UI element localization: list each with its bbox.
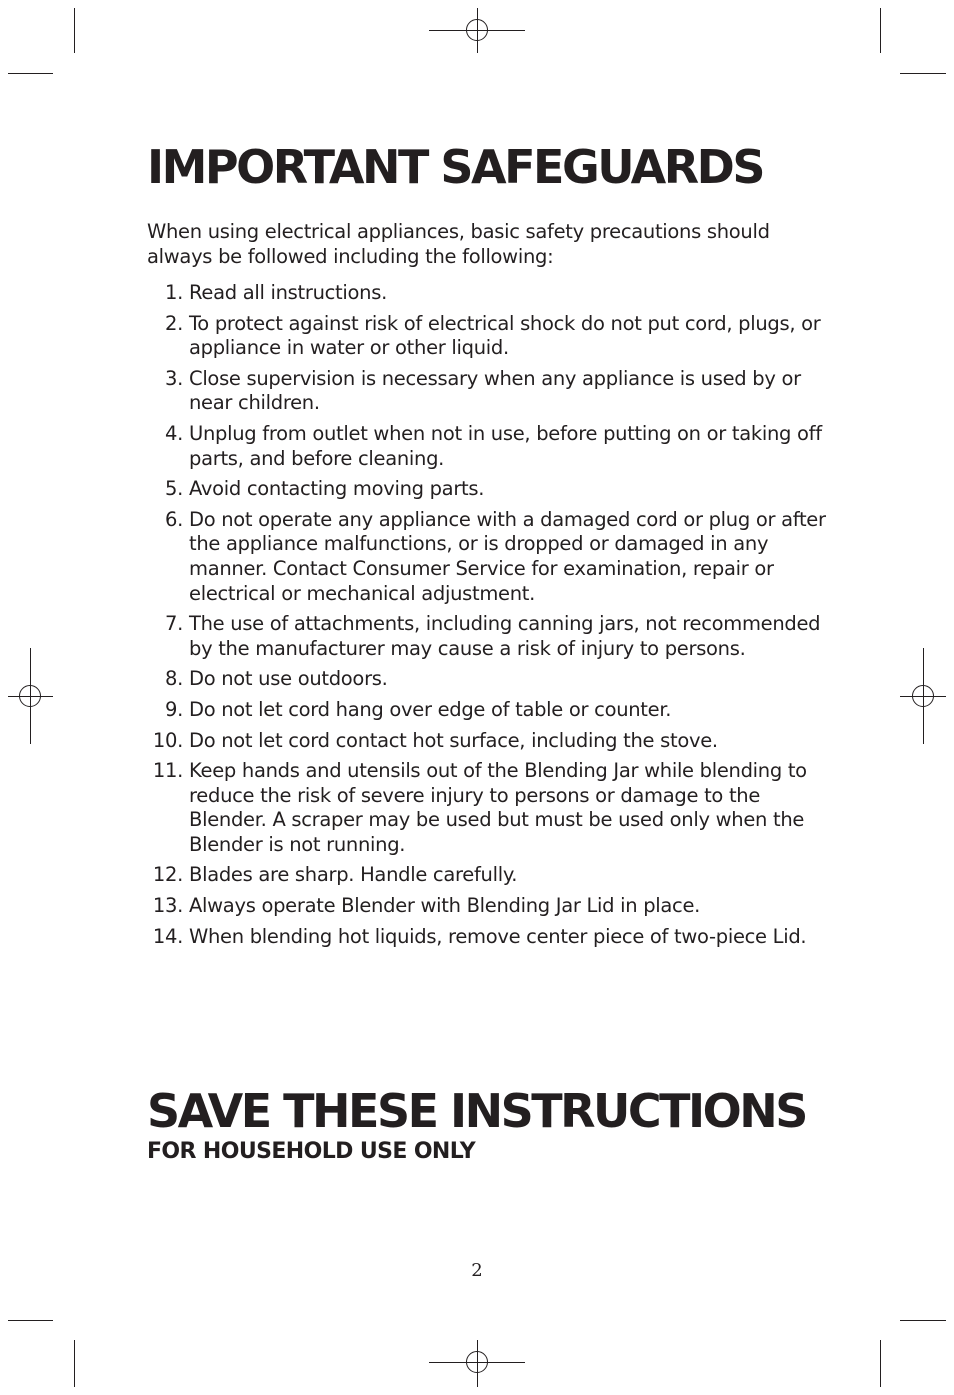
list-item-text: Do not use outdoors. [189,667,388,691]
list-item [147,925,827,950]
list-item-number: 13. [152,894,183,918]
list-item-number: 14. [152,924,183,948]
list-item-text: Avoid contacting moving parts. [189,477,485,501]
list-item-number: 10. [152,728,183,752]
list-item-number: 5. [164,477,183,501]
page-title: IMPORTANT SAFEGUARDS [147,140,763,194]
list-item [147,863,827,888]
save-instructions-heading: SAVE THESE INSTRUCTIONS [147,1084,806,1138]
list-item [147,477,827,502]
list-item [147,759,827,857]
list-item [147,698,827,723]
list-item-text: Always operate Blender with Blending Jar Lid in place. [189,894,701,918]
list-item-number: 11. [152,759,183,783]
list-item-number: 2. [164,311,183,335]
list-item-number: 1. [164,281,183,304]
household-use-subtitle: FOR HOUSEHOLD USE ONLY [147,1139,476,1164]
list-item [147,281,827,306]
list-item-number: 9. [164,697,183,721]
list-item-text: Unplug from outlet when not in use, before putting on or taking off parts, and before cleaning. [189,421,822,470]
list-item-text: The use of attachments, including canning jars, not recommended by the manufacturer may cause a risk of injury to persons. [189,612,821,660]
list-item [147,729,827,754]
safeguards-list [147,281,827,955]
list-item [147,894,827,919]
list-item [147,508,827,606]
intro-paragraph: When using electrical appliances, basic safety precautions should always be followed including the following: [147,220,770,268]
list-item-text: To protect against risk of electrical shock do not put cord, plugs, or appliance in water or other liquid. [189,311,821,360]
list-item-text: Read all instructions. [189,281,387,304]
list-item [147,667,827,692]
list-item-number: 7. [164,612,183,636]
list-item-text: When blending hot liquids, remove center piece of two-piece Lid. [189,924,807,948]
list-item [147,612,827,661]
list-item [147,312,827,361]
list-item-text: Blades are sharp. Handle carefully. [189,863,518,887]
list-item [147,422,827,471]
list-item [147,367,827,416]
list-item-number: 8. [164,667,183,691]
list-item-number: 12. [152,863,183,887]
list-item-number: 6. [164,507,183,531]
list-item-text: Do not let cord hang over edge of table or counter. [189,697,672,721]
list-item-text: Do not operate any appliance with a damaged cord or plug or after the appliance malfunctions, or is dropped or damaged in any manner. Contact Consumer Service for examination, repair or electrical or mechanical adjustment. [189,507,826,605]
list-item-text: Do not let cord contact hot surface, including the stove. [189,728,718,752]
list-item-number: 3. [164,366,183,390]
page-number: 2 [471,1260,483,1281]
list-item-number: 4. [164,421,183,445]
list-item-text: Keep hands and utensils out of the Blending Jar while blending to reduce the risk of severe injury to persons or damage to the Blender. A scraper may be used but must be used only when the Blender is not running. [189,759,807,856]
list-item-text: Close supervision is necessary when any appliance is used by or near children. [189,366,801,415]
